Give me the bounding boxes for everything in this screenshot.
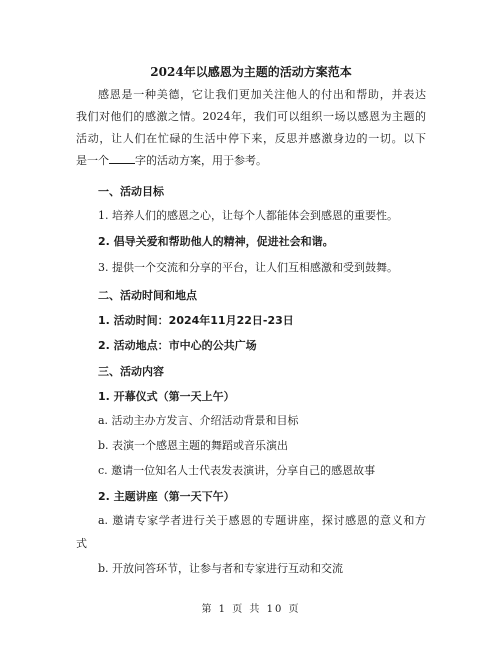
opening-item-a: a. 活动主办方发言、介绍活动背景和目标 [98, 414, 299, 427]
word-count-blank [109, 153, 135, 164]
event-time: 1. 活动时间：2024年11月22日-23日 [98, 314, 294, 327]
intro-line-1: 感恩是一种美德，它让我们更加关注他人的付出和帮助，并表达 [98, 88, 426, 101]
event-place: 2. 活动地点：市中心的公共广场 [98, 339, 257, 352]
intro-line-4-start: 是一个 [76, 154, 109, 167]
goal-item-2: 2. 倡导关爱和帮助他人的精神，促进社会和谐。 [98, 235, 334, 248]
opening-item-b: b. 表演一个感恩主题的舞蹈或音乐演出 [98, 439, 289, 452]
page-number-footer: 第 1 页 共 10 页 [201, 604, 301, 615]
intro-line-4 [76, 153, 426, 169]
goal-item-1: 1. 培养人们的感恩之心，让每个人都能体会到感恩的重要性。 [98, 209, 398, 222]
lecture-item-a-line-1: a. 邀请专家学者进行关于感恩的专题讲座，探讨感恩的意义和方 [98, 514, 426, 527]
lecture-heading: 2. 主题讲座（第一天下午） [98, 490, 235, 503]
document-title: 2024年以感恩为主题的活动方案范本 [150, 65, 352, 79]
intro-line-3: 活动，让人们在忙碌的生活中停下来，反思并感激身边的一切。以下 [76, 132, 426, 145]
section-3-heading: 三、活动内容 [98, 365, 164, 378]
lecture-item-a-line-2: 式 [76, 537, 87, 550]
section-2-heading: 二、活动时间和地点 [98, 289, 197, 302]
lecture-item-b: b. 开放问答环节，让参与者和专家进行互动和交流 [98, 562, 344, 575]
intro-line-2: 我们对他们的感激之情。2024年，我们可以组织一场以感恩为主题的 [76, 110, 426, 123]
opening-ceremony-heading: 1. 开幕仪式（第一天上午） [98, 390, 235, 403]
opening-item-c: c. 邀请一位知名人士代表发表演讲，分享自己的感恩故事 [98, 464, 376, 477]
goal-item-3: 3. 提供一个交流和分享的平台，让人们互相感激和受到鼓舞。 [98, 261, 398, 274]
section-1-heading: 一、活动目标 [98, 185, 164, 198]
intro-line-4-end: 字的活动方案，用于参考。 [135, 154, 267, 167]
